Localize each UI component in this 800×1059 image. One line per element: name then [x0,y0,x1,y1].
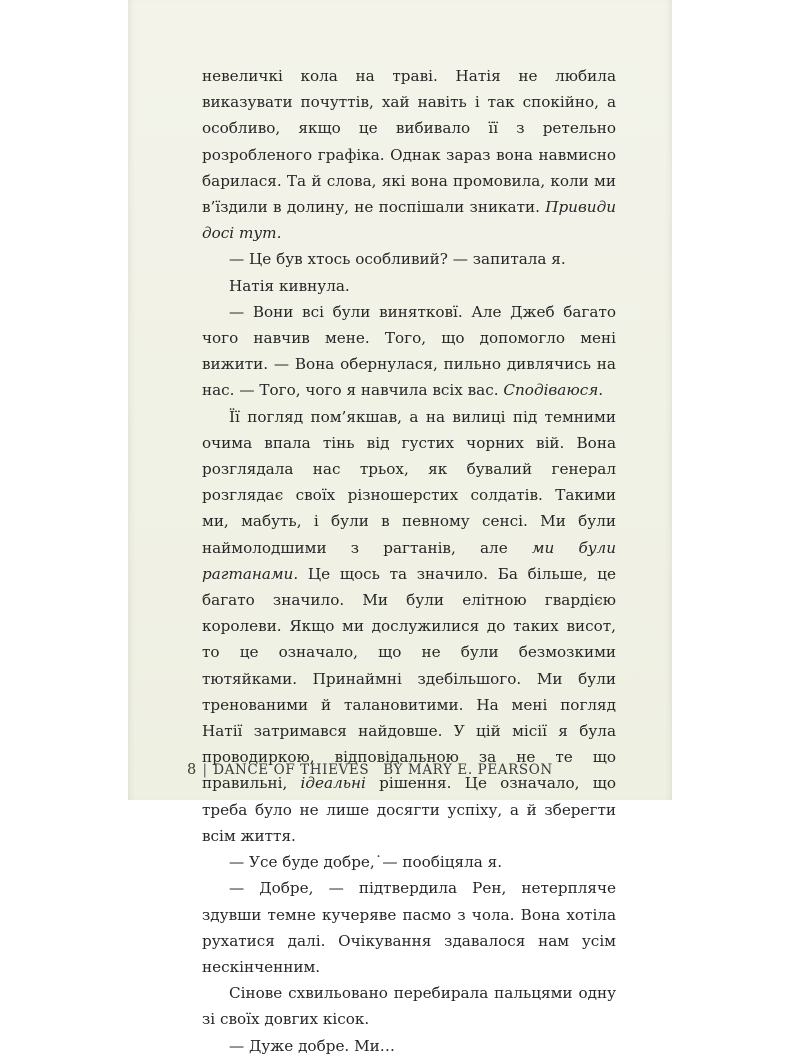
italic-text: ми були рагтанами [202,538,616,583]
paragraph-text: рішення. Це означало, що треба було не лише досягти успіху, а й зберегти всім життя. [202,774,617,845]
italic-text: ідеальні [300,774,366,793]
paragraph-text: — Це був хтось особливий? — запитала я. [229,250,566,269]
paragraph-text: — Вони всі були винятковї. Але Джеб багато чого навчив мене. Того, що допомогло мені вижити. — Вона обернулася, пильно дивлячись на нас. — Того, чого я навчила всіх вас. [202,302,616,400]
paragraph-text: — Добре, — підтвердила Рен, нетерпляче здувши темне кучеряве пасмо з чола. Вона хотіла рухатися далі. Очікування здавалося нам усім нескінченним. [202,879,616,976]
paragraph [202,980,616,1032]
paragraph-text: . Це щось та значило. Ба більше, це багато значило. Ми були елітною гвардією королеви. Якщо ми дослужилися до таких висот, то це означало, що не були безмозкими тютяйками. Принаймні здебільшого. Ми були тренованими й талановитими. На мені погляд Натії затримався найдовше. У цій місії я була проводиркою, відповідальною за не те що правильні, [202,564,616,793]
paragraph-text: невеличкі кола на траві. Натія не любила виказувати почуттів, хай навіть і так спокійно, а особливо, якщо це вибивало її з ретельно розробленого графіка. Однак зараз вона навмисно барилася. Та й слова, які вона промовила, коли ми в’їздили в долину, не поспішали зникати. [202,67,616,217]
italic-text: Привиди досі тут. [202,198,616,243]
paragraph [202,404,616,849]
paragraph-text: — Усе буде добре,˙— пообіцяла я. [229,853,503,872]
paragraph-text: . [598,381,604,400]
book-title: DANCE OF THIEVES [213,762,370,778]
paragraph-text: — Дуже добре. Ми… [229,1036,395,1055]
footer-separator: | [202,762,208,778]
body-text [202,63,616,1059]
paragraph [202,299,616,404]
italic-text: Сподіваюся [503,381,599,400]
paragraph [202,273,616,299]
paragraph [202,246,616,272]
book-page [128,0,672,1055]
paragraph-text: Натія кивнула. [229,276,350,295]
paragraph-text: Її погляд пом’якшав, а на вилиці під темними очима впала тінь від густих чорних вій. Вона розглядала нас трьох, як бувалий генерал розглядає своїх різношерстих солдатів. Такими ми, мабуть, і були в певному сенсі. Ми були наймолодшими з рагтанів, але [202,407,616,557]
paragraph [202,875,616,980]
paragraph [202,1033,616,1059]
page-number: 8 [187,762,197,778]
page-footer [187,762,553,778]
paragraph-text: Сінове схвильовано перебирала пальцями одну зі своїх довгих кісок. [202,984,616,1029]
paragraph [202,849,616,875]
book-author: BY MARY E. PEARSON [383,762,553,778]
paragraph [202,63,616,246]
